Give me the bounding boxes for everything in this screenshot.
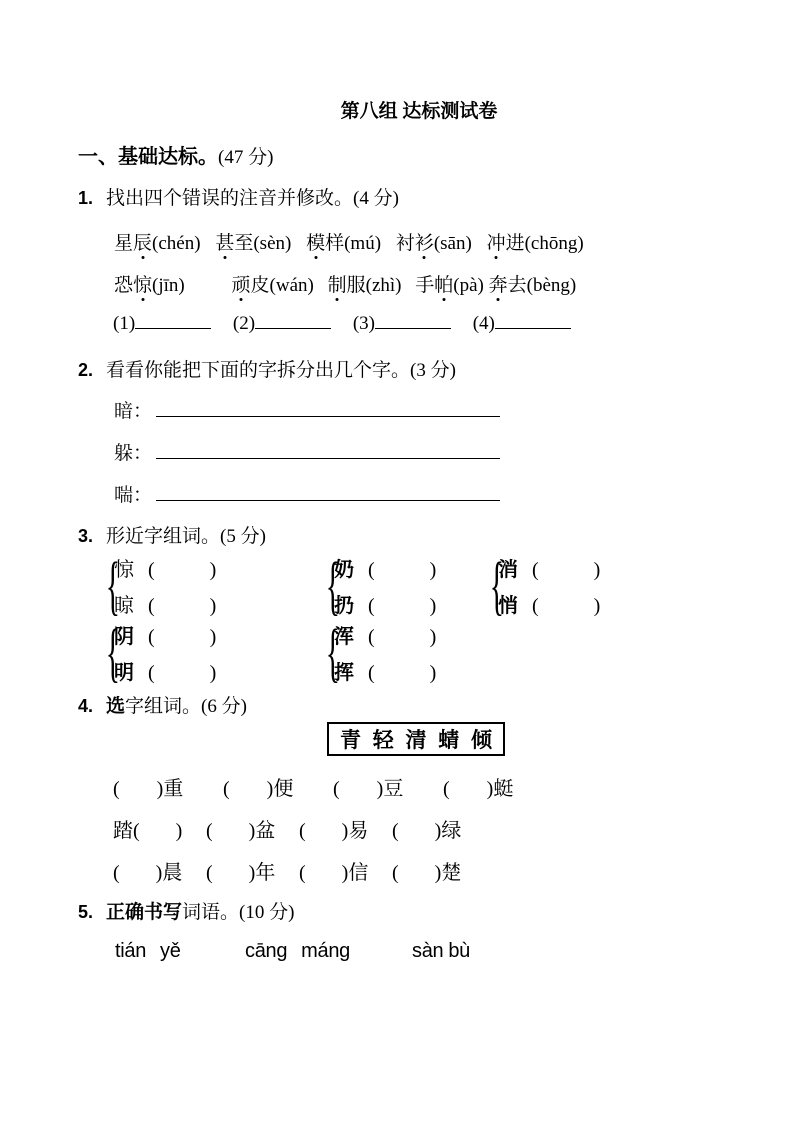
q4-box-char: 清 — [405, 728, 427, 752]
question-3-heading — [78, 521, 266, 548]
brace-icon: { — [105, 616, 120, 689]
q4-box-char: 蜻 — [438, 728, 460, 752]
q1-word-pinyin: (chōng) — [524, 233, 584, 254]
q1-word-pinyin: (zhì) — [365, 275, 402, 296]
q3-pair-row: 消 ( ) — [498, 559, 601, 581]
question-2-text: 看看你能把下面的字拆分出几个字。 — [106, 360, 411, 381]
q3-pair-row: 晾 ( ) — [114, 595, 217, 617]
q2-item-3 — [114, 480, 500, 507]
q1-word-row-1 — [114, 228, 594, 255]
q1-blank-2: (2) — [233, 309, 331, 335]
q3-pair-row: 扔 ( ) — [334, 595, 437, 617]
q1-word: 顽皮(wán) — [232, 270, 314, 297]
q4-fill-cell: ( )绿 — [392, 820, 462, 842]
q1-answer-blanks — [113, 309, 588, 335]
section-heading-score: (47 分) — [218, 147, 274, 168]
question-5-score: (10 分) — [239, 902, 295, 923]
q4-fill-cell: 踏( ) — [113, 820, 183, 842]
q2-item-1 — [114, 396, 500, 423]
section-heading-text: 一、基础达标。 — [78, 146, 218, 168]
q2-item-3-label: 喘： — [114, 485, 153, 506]
brace-icon: { — [489, 549, 504, 622]
q3-pair-5 — [325, 616, 526, 692]
question-5-number: 5. — [78, 902, 94, 922]
q1-word: 衬衫(sān) — [396, 228, 472, 255]
q1-word-pinyin: (sān) — [433, 233, 472, 254]
question-3-score: (5 分) — [220, 526, 266, 547]
q4-character-box — [327, 722, 505, 756]
question-3-number: 3. — [78, 526, 94, 546]
q4-fill-cell: ( )信 — [299, 862, 369, 884]
answer-blank-line[interactable] — [156, 397, 500, 417]
q1-word-pinyin: (sèn) — [253, 233, 292, 254]
question-2-score: (3 分) — [410, 360, 456, 381]
page-title: 第八组 达标测试卷 — [340, 101, 498, 122]
q5-pinyin-group-3: sàn bù — [412, 940, 471, 962]
q1-word-row-2 — [114, 270, 585, 297]
q1-blank-4: (4) — [473, 309, 571, 335]
q4-fill-cell: ( )晨 — [113, 862, 183, 884]
q1-word: 制服(zhì) — [328, 270, 402, 297]
q4-fill-row-2 — [113, 814, 480, 843]
q4-fill-row-1 — [113, 772, 548, 801]
q3-pair-3 — [489, 549, 690, 625]
q3-pair-row: 奶 ( ) — [334, 559, 437, 581]
q1-word: 冲进(chōng) — [487, 228, 584, 255]
q4-fill-cell: ( )楚 — [392, 862, 462, 884]
q2-item-2-label: 躲： — [114, 443, 153, 464]
q1-word: 奔去(bèng) — [489, 270, 577, 297]
brace-icon: { — [325, 616, 340, 689]
q3-pair-row: 浑 ( ) — [334, 626, 437, 648]
q3-pair-row: 悄 ( ) — [498, 595, 601, 617]
question-1-number: 1. — [78, 188, 94, 208]
q5-pinyin-group-1: tián yě — [115, 940, 181, 962]
question-5-text: 词语。 — [182, 902, 240, 923]
question-1-heading — [78, 183, 399, 210]
q4-box-char: 轻 — [372, 728, 394, 752]
question-1-text: 找出四个错误的注音并修改。 — [106, 188, 354, 209]
q4-fill-cell: ( )豆 — [333, 778, 404, 800]
q1-word: 恐惊(jīn) — [114, 270, 185, 297]
q4-fill-cell: ( )重 — [113, 778, 184, 800]
q1-word-pinyin: (jīn) — [152, 275, 185, 296]
q1-word-pinyin: (chén) — [152, 233, 201, 254]
question-4-number: 4. — [78, 696, 94, 716]
q1-blank-1: (1) — [113, 309, 211, 335]
q1-word: 手帕(pà) — [415, 270, 484, 297]
q4-fill-cell: ( )蜓 — [443, 778, 514, 800]
q2-item-2 — [114, 438, 500, 465]
answer-blank-line[interactable] — [495, 309, 571, 329]
q3-pair-row: 挥 ( ) — [334, 662, 437, 684]
question-5-heading — [78, 897, 294, 924]
q4-fill-cell: ( )易 — [299, 820, 369, 842]
answer-blank-line[interactable] — [135, 309, 211, 329]
question-4-text-bold: 选 — [106, 696, 126, 717]
question-4-heading — [78, 691, 247, 718]
question-3-text: 形近字组词。 — [106, 526, 221, 547]
q1-blank-3: (3) — [353, 309, 451, 335]
q1-word-pinyin: (bèng) — [526, 275, 577, 296]
question-2-heading — [78, 355, 456, 382]
q4-fill-cell: ( )年 — [206, 862, 276, 884]
question-4-score: (6 分) — [201, 696, 247, 717]
q1-word-pinyin: (mú) — [344, 233, 382, 254]
q3-pair-row: 阴 ( ) — [114, 626, 217, 648]
question-2-number: 2. — [78, 360, 94, 380]
question-5-text-bold: 正确书写 — [106, 902, 183, 923]
q4-box-char: 倾 — [471, 728, 492, 752]
q4-box-char: 青 — [340, 728, 361, 752]
question-4-text: 字组词。 — [125, 696, 202, 717]
answer-blank-line[interactable] — [255, 309, 331, 329]
brace-icon: { — [325, 549, 340, 622]
q1-word-pinyin: (wán) — [269, 275, 314, 296]
q4-fill-row-3 — [113, 856, 480, 885]
q4-fill-cell: ( )盆 — [206, 820, 276, 842]
answer-blank-line[interactable] — [156, 439, 500, 459]
q1-word-pinyin: (pà) — [453, 275, 484, 296]
section-heading — [78, 140, 273, 169]
q1-word: 甚至(sèn) — [215, 228, 291, 255]
q2-item-1-label: 暗： — [114, 401, 153, 422]
q1-word: 星辰(chén) — [114, 228, 201, 255]
question-1-score: (4 分) — [353, 188, 399, 209]
answer-blank-line[interactable] — [156, 481, 500, 501]
q3-pair-row: 明 ( ) — [114, 662, 217, 684]
q3-pair-row: 惊 ( ) — [114, 559, 217, 581]
q4-fill-cell: ( )便 — [223, 778, 294, 800]
q5-pinyin-group-2: cāng máng — [245, 940, 351, 962]
q3-pair-1 — [105, 549, 306, 625]
brace-icon: { — [105, 549, 120, 622]
answer-blank-line[interactable] — [375, 309, 451, 329]
q1-word: 模样(mú) — [306, 228, 381, 255]
q3-pair-4 — [105, 616, 306, 692]
